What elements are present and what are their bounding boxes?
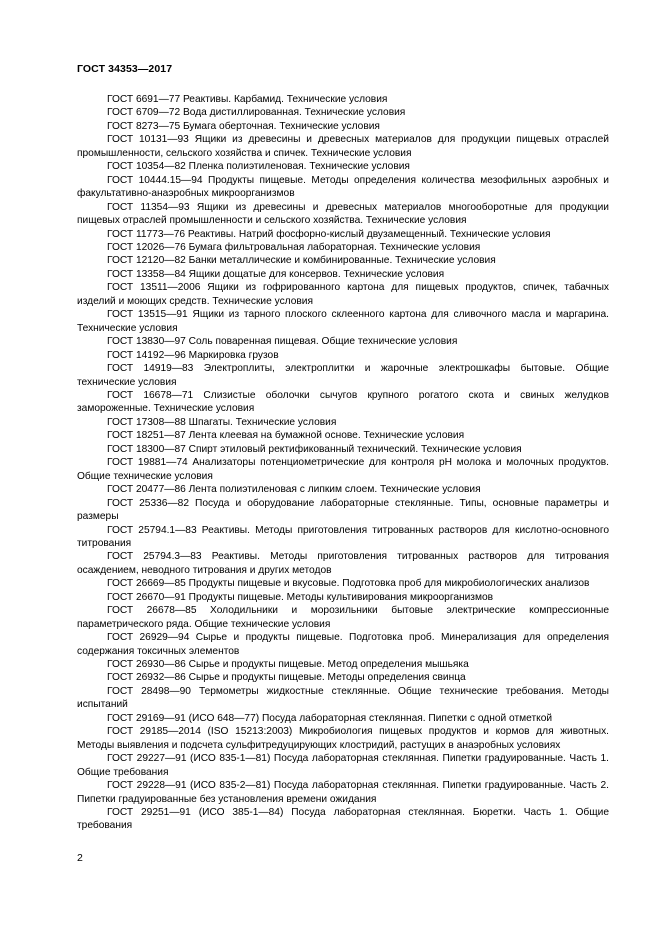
reference-entry: ГОСТ 14919—83 Электроплиты, электроплитки и жарочные электрошкафы бытовые. Общие технические условия (77, 363, 609, 388)
reference-entry: ГОСТ 26930—86 Сырье и продукты пищевые. Метод определения мышьяка (107, 659, 469, 671)
reference-entry: ГОСТ 6691—77 Реактивы. Карбамид. Технические условия (107, 94, 388, 105)
reference-entry: ГОСТ 16678—71 Слизистые оболочки сычугов крупного рогатого скота и свиных желудков замороженные. Технические условия (77, 389, 609, 415)
reference-entry: ГОСТ 17308—88 Шпагаты. Технические условия (107, 416, 337, 428)
reference-entry: ГОСТ 13830—97 Соль поваренная пищевая. Общие технические условия (107, 336, 458, 348)
references-list (77, 93, 609, 833)
document-header: ГОСТ 34353—2017 (77, 63, 173, 75)
reference-entry: ГОСТ 8273—75 Бумага оберточная. Технические условия (107, 120, 380, 132)
reference-entry: ГОСТ 11773—76 Реактивы. Натрий фосфорно-кислый двузамещенный. Технические условия (107, 228, 551, 240)
reference-entry: ГОСТ 20477—86 Лента полиэтиленовая с липким слоем. Технические условия (107, 484, 481, 496)
reference-entry: ГОСТ 29169—91 (ИСО 648—77) Посуда лабораторная стеклянная. Пипетки с одной отметкой (107, 712, 553, 724)
reference-entry: ГОСТ 26932—86 Сырье и продукты пищевые. Методы определения свинца (107, 672, 466, 684)
reference-entry: ГОСТ 26670—91 Продукты пищевые. Методы культивирования микроорганизмов (107, 591, 494, 603)
reference-entry: ГОСТ 12120—82 Банки металлические и комбинированные. Технические условия (107, 255, 496, 267)
reference-entry: ГОСТ 6709—72 Вода дистиллированная. Технические условия (107, 107, 406, 119)
reference-entry: ГОСТ 14192—96 Маркировка грузов (107, 349, 279, 361)
reference-entry: ГОСТ 18300—87 Спирт этиловый ректификованный технический. Технические условия (107, 443, 522, 455)
reference-entry: ГОСТ 29227—91 (ИСО 835-1—81) Посуда лабораторная стеклянная. Пипетки градуированные. Часть 1. Общие требования (77, 753, 609, 778)
reference-entry: ГОСТ 25794.1—83 Реактивы. Методы приготовления титрованных растворов для кислотно-основного титрования (77, 524, 609, 549)
reference-entry: ГОСТ 13358—84 Ящики дощатые для консервов. Технические условия (107, 268, 445, 280)
reference-entry: ГОСТ 13511—2006 Ящики из гофрированного картона для пищевых продуктов, спичек, табачных изделий и моющих средств. Технические условия (77, 282, 609, 307)
reference-entry: ГОСТ 25336—82 Посуда и оборудование лабораторные стеклянные. Типы, основные параметры и размеры (77, 497, 609, 523)
reference-entry: ГОСТ 10131—93 Ящики из древесины и древесных материалов для продукции пищевых отраслей промышленности, сельского хозяйства и спичек. Технические условия (77, 134, 609, 159)
reference-entry: ГОСТ 11354—93 Ящики из древесины и древесных материалов многооборотные для продукции пищевых отраслей промышленности и сельского хозяйства. Технические условия (77, 201, 609, 227)
reference-entry: ГОСТ 29228—91 (ИСО 835-2—81) Посуда лабораторная стеклянная. Пипетки градуированные. Часть 2. Пипетки градуированные без установления времени ожидания (77, 780, 609, 805)
reference-entry: ГОСТ 25794.3—83 Реактивы. Методы приготовления титрованных растворов для титрования осаждением, неводного титрования и других методов (77, 551, 609, 576)
reference-entry: ГОСТ 18251—87 Лента клеевая на бумажной основе. Технические условия (107, 430, 465, 442)
reference-entry: ГОСТ 26669—85 Продукты пищевые и вкусовые. Подготовка проб для микробиологических анализов (107, 578, 590, 590)
reference-entry: ГОСТ 13515—91 Ящики из тарного плоского склеенного картона для сливочного масла и маргарина. Технические условия (77, 309, 609, 334)
reference-entry: ГОСТ 26929—94 Сырье и продукты пищевые. Подготовка проб. Минерализация для определения содержания токсичных элементов (77, 632, 609, 657)
reference-entry: ГОСТ 26678—85 Холодильники и морозильники бытовые электрические компрессионные параметрического ряда. Общие технические условия (77, 605, 609, 630)
reference-entry: ГОСТ 12026—76 Бумага фильтровальная лабораторная. Технические условия (107, 241, 481, 253)
reference-entry: ГОСТ 29185—2014 (ISO 15213:2003) Микробиология пищевых продуктов и кормов для животных. Методы выявления и подсчета сульфитредуцирующих клостридий, растущих в анаэробных условиях (77, 726, 609, 751)
reference-entry: ГОСТ 19881—74 Анализаторы потенциометрические для контроля рН молока и молочных продуктов. Общие технические условия (77, 457, 609, 482)
reference-entry: ГОСТ 29251—91 (ИСО 385-1—84) Посуда лабораторная стеклянная. Бюретки. Часть 1. Общие требования (77, 807, 609, 832)
reference-entry: ГОСТ 28498—90 Термометры жидкостные стеклянные. Общие технические требования. Методы испытаний (77, 685, 609, 711)
reference-entry: ГОСТ 10444.15—94 Продукты пищевые. Методы определения количества мезофильных аэробных и факультативно-анаэробных микроорганизмов (77, 174, 609, 200)
reference-entry: ГОСТ 10354—82 Пленка полиэтиленовая. Технические условия (107, 161, 410, 173)
page-number: 2 (77, 852, 83, 864)
